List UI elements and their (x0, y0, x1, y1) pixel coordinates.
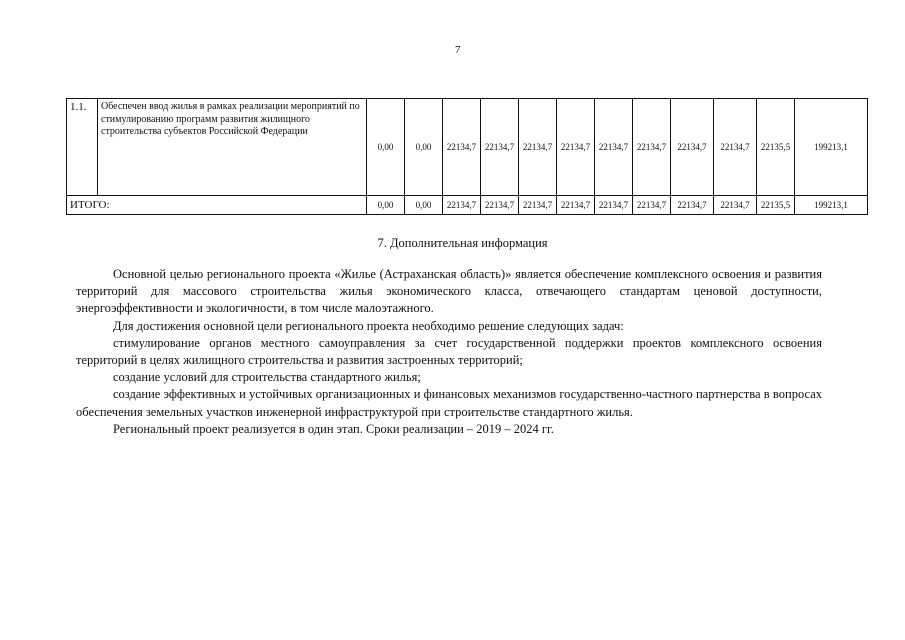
table-cell: 22134,7 (633, 196, 671, 215)
table-cell: 0,00 (405, 196, 443, 215)
paragraph: Для достижения основной цели регионального проекта необходимо решение следующих задач: (113, 318, 624, 333)
paragraph: создание условий для строительства стандартного жилья; (113, 370, 421, 385)
table-cell: 22134,7 (595, 99, 633, 196)
table-cell: 22134,7 (443, 196, 481, 215)
table-cell: 22134,7 (519, 196, 557, 215)
table-cell: 22135,5 (757, 99, 795, 196)
table-total-row (67, 196, 868, 215)
table-cell: 0,00 (367, 196, 405, 215)
table-row (67, 99, 868, 196)
table-cell: 0,00 (405, 99, 443, 196)
table-cell: 22134,7 (519, 99, 557, 196)
page-number: 7 (455, 44, 461, 56)
table-cell: 22134,7 (557, 99, 595, 196)
table-cell: 22134,7 (481, 196, 519, 215)
row-number: 1.1. (67, 99, 98, 196)
table-cell: 22134,7 (671, 99, 714, 196)
row-description: Обеспечен ввод жилья в рамках реализации мероприятий по стимулированию программ развития жилищного строительства субъектов Российской Федерации (98, 99, 367, 196)
paragraph: Региональный проект реализуется в один этап. Сроки реализации – 2019 – 2024 гг. (113, 421, 554, 436)
table-cell: 22134,7 (714, 196, 757, 215)
funding-table (66, 98, 868, 215)
paragraph: создание эффективных и устойчивых организационных и финансовых механизмов государственно-частного партнерства в вопросах обеспечения земельных участков инженерной инфраструктурой при строительстве стандартного жилья. (76, 387, 822, 419)
paragraph: стимулирование органов местного самоуправления за счет государственной поддержки проектов комплексного освоения территорий в целях жилищного строительства и развития застроенных территорий; (76, 335, 822, 368)
table-cell: 22134,7 (671, 196, 714, 215)
table-cell: 22134,7 (557, 196, 595, 215)
table-cell: 22134,7 (714, 99, 757, 196)
section-title: 7. Дополнительная информация (377, 236, 548, 250)
table-cell: 22134,7 (443, 99, 481, 196)
table-cell: 22134,7 (633, 99, 671, 196)
section-body (76, 266, 822, 438)
table-cell-total: 199213,1 (795, 196, 868, 215)
table-cell: 0,00 (367, 99, 405, 196)
total-label: ИТОГО: (67, 196, 367, 215)
paragraph: Основной целью регионального проекта «Жилье (Астраханская область)» является обеспечение комплексного освоения и развития территорий для массового строительства жилья экономического класса, отвечающего стандартам ценовой доступности, энергоэффективности и экологичности, в том числе малоэтажного. (76, 267, 822, 316)
table-cell-total: 199213,1 (795, 99, 868, 196)
table-cell: 22134,7 (481, 99, 519, 196)
table-cell: 22134,7 (595, 196, 633, 215)
table-cell: 22135,5 (757, 196, 795, 215)
